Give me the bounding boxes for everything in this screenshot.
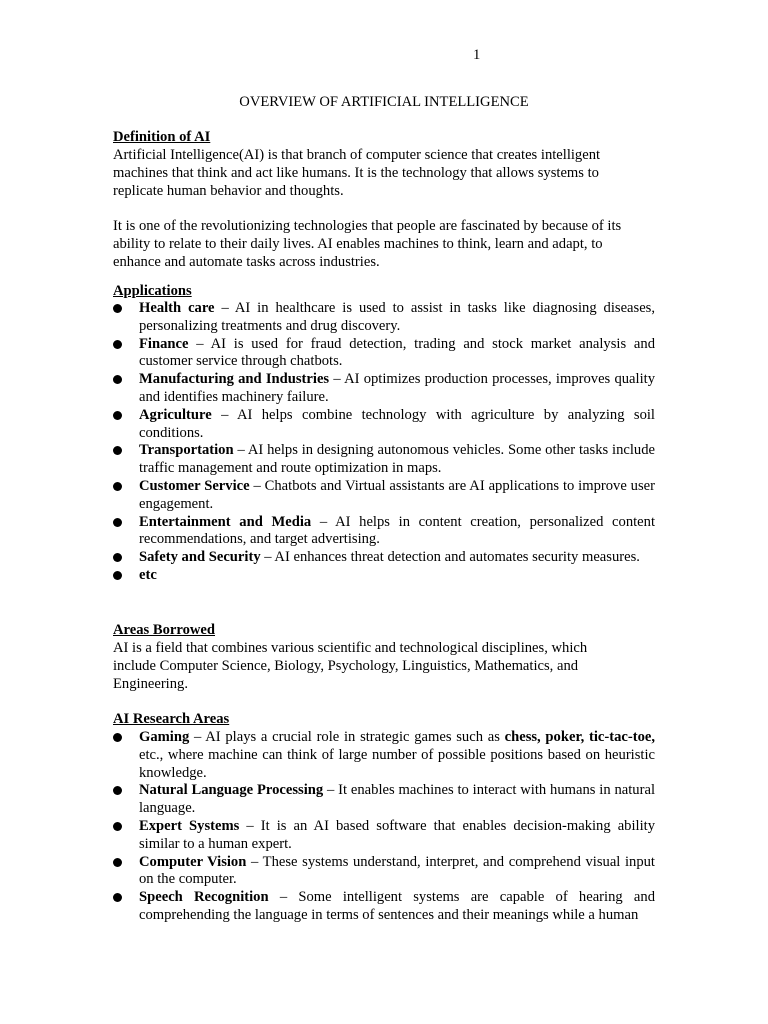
item-text: Chatbots and Virtual assistants are AI applications to improve user engagement. bbox=[139, 477, 655, 512]
item-term: Finance bbox=[139, 335, 189, 352]
item-text: AI in healthcare is used to assist in tasks like diagnosing diseases, personalizing treatments and drug discovery. bbox=[139, 300, 656, 334]
item-text: AI helps in designing autonomous vehicles. Some other tasks include traffic management and route optimization in maps. bbox=[139, 442, 655, 477]
item-separator: – bbox=[211, 406, 237, 423]
item-term: Health care bbox=[139, 300, 215, 316]
definition-paragraph-2: It is one of the revolutionizing technologies that people are fascinated by because of its ability to relate to their daily lives. AI enables machines to think, learn and adapt, to enhance and automate tasks across industries. bbox=[113, 218, 622, 270]
bullet-icon bbox=[113, 822, 122, 831]
item-separator: – bbox=[233, 442, 248, 459]
areas-borrowed-heading: Areas Borrowed bbox=[113, 622, 216, 638]
bullet-icon bbox=[113, 482, 122, 491]
bullet-icon bbox=[113, 786, 122, 795]
item-text: Some intelligent systems are capable of hearing and comprehending the language in terms of sentences and their meanings while a human bbox=[139, 889, 655, 923]
list-item bbox=[113, 782, 655, 818]
bullet-icon bbox=[113, 733, 122, 742]
list-item bbox=[113, 854, 655, 890]
bullet-icon bbox=[113, 375, 122, 384]
item-separator: – bbox=[260, 549, 275, 566]
item-text: These systems understand, interpret, and comprehend visual input on the computer. bbox=[139, 853, 655, 888]
item-separator: – bbox=[323, 782, 339, 799]
document-title bbox=[0, 94, 768, 112]
item-text: AI enhances threat detection and automates security measures. bbox=[274, 549, 640, 566]
item-term: Customer Service bbox=[139, 477, 250, 494]
list-item bbox=[113, 442, 655, 478]
definition-paragraph-1: Artificial Intelligence(AI) is that branch of computer science that creates intelligent machines that think and act like humans. It is the technology that allows systems to replicate human behavior and thoughts. bbox=[113, 147, 601, 199]
bullet-icon bbox=[113, 553, 122, 562]
list-item bbox=[113, 729, 655, 782]
document-title-text: OVERVIEW OF ARTIFICIAL INTELLIGENCE bbox=[239, 94, 529, 110]
list-item bbox=[113, 371, 655, 407]
areas-borrowed-paragraph: AI is a field that combines various scientific and technological disciplines, which include Computer Science, Biology, Psychology, Linguistics, Mathematics, and Engineering. bbox=[113, 640, 588, 692]
bullet-icon bbox=[113, 858, 122, 867]
item-term: Computer Vision bbox=[139, 853, 247, 870]
list-item bbox=[113, 549, 655, 567]
item-text: AI helps combine technology with agriculture by analyzing soil conditions. bbox=[139, 406, 655, 441]
item-separator: – bbox=[239, 817, 261, 834]
item-term: Natural Language Processing bbox=[139, 782, 324, 799]
list-item bbox=[113, 889, 655, 925]
item-separator: – bbox=[249, 477, 265, 494]
item-separator: – bbox=[311, 513, 336, 530]
item-term: Entertainment and Media bbox=[139, 513, 312, 530]
item-separator: – bbox=[268, 889, 299, 906]
definition-heading: Definition of AI bbox=[113, 129, 211, 145]
bullet-icon bbox=[113, 446, 122, 455]
item-text: AI plays a crucial role in strategic games such as bbox=[205, 729, 505, 745]
bullet-icon bbox=[113, 518, 122, 527]
list-item bbox=[113, 818, 655, 854]
list-item bbox=[113, 567, 655, 585]
bullet-icon bbox=[113, 893, 122, 902]
item-term: Speech Recognition bbox=[139, 889, 269, 906]
list-item bbox=[113, 514, 655, 550]
item-term: Agriculture bbox=[139, 406, 212, 423]
list-item bbox=[113, 407, 655, 443]
item-term: Gaming bbox=[139, 729, 190, 745]
list-item bbox=[113, 300, 655, 336]
item-text: AI helps in content creation, personalized content recommendations, and target advertising. bbox=[139, 513, 656, 548]
item-term: Manufacturing and Industries bbox=[139, 371, 330, 388]
research-areas-heading: AI Research Areas bbox=[113, 711, 230, 727]
item-term: etc bbox=[139, 566, 157, 583]
item-text: AI optimizes production processes, improves quality and identifies machinery failure. bbox=[139, 371, 655, 405]
page-number: 1 bbox=[473, 47, 481, 63]
applications-heading: Applications bbox=[113, 283, 192, 299]
item-term: Safety and Security bbox=[139, 549, 261, 566]
bullet-icon bbox=[113, 411, 122, 420]
item-separator: – bbox=[188, 335, 211, 352]
item-separator: – bbox=[329, 371, 345, 388]
research-areas-list bbox=[113, 729, 655, 925]
bullet-icon bbox=[113, 340, 122, 349]
item-term: Transportation bbox=[139, 442, 234, 459]
item-term: Expert Systems bbox=[139, 817, 240, 834]
list-item bbox=[113, 478, 655, 514]
item-text: It is an AI based software that enables decision-making ability similar to a human expert. bbox=[139, 817, 655, 852]
item-separator: – bbox=[214, 300, 235, 316]
item-text: AI is used for fraud detection, trading and stock market analysis and customer service through chatbots. bbox=[139, 335, 655, 370]
item-separator: – bbox=[246, 853, 263, 870]
item-separator: – bbox=[189, 729, 206, 745]
list-item bbox=[113, 336, 655, 372]
applications-list bbox=[113, 300, 655, 585]
item-text: It enables machines to interact with humans in natural language. bbox=[139, 782, 655, 817]
game-examples: chess, poker, tic-tac-toe, bbox=[504, 729, 655, 745]
item-text: etc., where machine can think of large number of possible positions based on heuristic knowledge. bbox=[139, 746, 655, 781]
bullet-icon bbox=[113, 304, 122, 313]
bullet-icon bbox=[113, 571, 122, 580]
